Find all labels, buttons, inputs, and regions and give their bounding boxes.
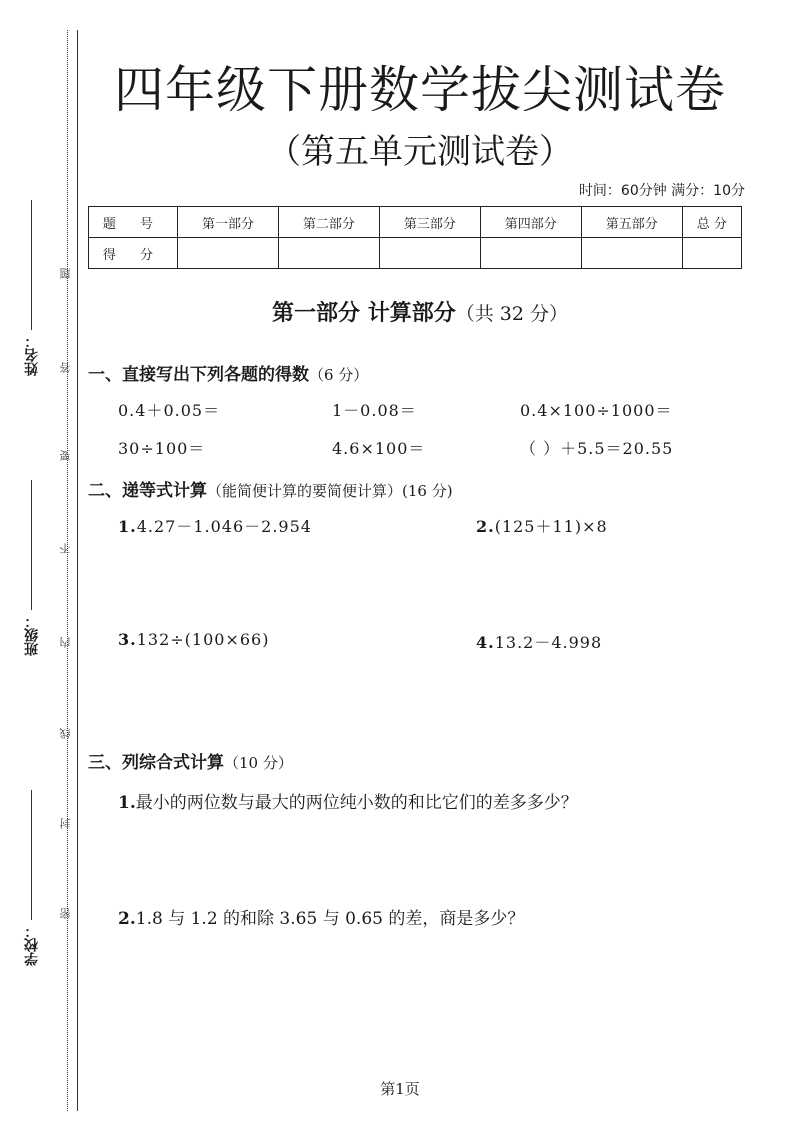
item-expr: 13.2－4.998 bbox=[494, 633, 603, 652]
problem-text: 最小的两位数与最大的两位纯小数的和比它们的差多多少？ bbox=[135, 793, 578, 813]
section-heading-text: 一、直接写出下列各题的得数 bbox=[88, 365, 309, 385]
table-cell: 第五部分 bbox=[581, 207, 682, 238]
problem-text: 1.8 与 1.2 的和除 3.65 与 0.65 的差，商是多少？ bbox=[135, 909, 525, 929]
table-cell: 第二部分 bbox=[278, 207, 379, 238]
section-heading bbox=[88, 360, 368, 385]
item-number: 1. bbox=[118, 793, 136, 813]
word-problem bbox=[118, 788, 578, 813]
seal-char: 封 bbox=[59, 818, 72, 829]
class-label: 班级： bbox=[24, 614, 40, 656]
score-input-cell[interactable] bbox=[178, 238, 279, 269]
calc-item: 0.4＋0.05＝ bbox=[118, 401, 221, 420]
item-number: 2. bbox=[476, 517, 495, 536]
seal-char: 线 bbox=[59, 728, 72, 739]
seal-char: 题 bbox=[59, 268, 72, 279]
section-heading-text: 三、列综合式计算 bbox=[88, 753, 224, 773]
calc-item: 4.6×100＝ bbox=[332, 439, 426, 458]
name-field[interactable] bbox=[22, 200, 42, 376]
item-expr: 132÷(100×66) bbox=[136, 630, 270, 649]
item-expr: (125＋11)×8 bbox=[494, 517, 608, 536]
calc-item bbox=[118, 514, 312, 537]
margin-dotted-line bbox=[67, 30, 68, 1111]
item-number: 1. bbox=[118, 517, 137, 536]
section-heading bbox=[88, 476, 453, 501]
section-points: （6 分） bbox=[309, 366, 369, 384]
page-number: 第1页 bbox=[380, 1080, 420, 1098]
score-input-cell[interactable] bbox=[480, 238, 581, 269]
table-cell: 第一部分 bbox=[178, 207, 279, 238]
calc-item bbox=[118, 630, 269, 649]
table-row bbox=[89, 238, 742, 269]
name-label: 姓名： bbox=[24, 334, 40, 376]
school-label: 学校： bbox=[24, 924, 40, 966]
item-expr: 4.27－1.046－2.954 bbox=[136, 517, 312, 536]
seal-char: 内 bbox=[59, 637, 72, 648]
score-input-cell[interactable] bbox=[278, 238, 379, 269]
seal-char: 要 bbox=[59, 450, 72, 461]
table-cell: 第三部分 bbox=[379, 207, 480, 238]
table-cell: 得 分 bbox=[89, 238, 178, 269]
score-input-cell[interactable] bbox=[581, 238, 682, 269]
table-cell: 题 号 bbox=[89, 207, 178, 238]
time-info: 时间：60分钟 满分：10分 bbox=[578, 183, 745, 199]
class-field[interactable] bbox=[22, 480, 42, 656]
part-title bbox=[80, 296, 760, 327]
item-number: 2. bbox=[118, 909, 136, 929]
calc-item: 1－0.08＝ bbox=[332, 401, 417, 420]
calc-item: 30÷100＝ bbox=[118, 439, 206, 458]
table-row bbox=[89, 207, 742, 238]
seal-char: 不 bbox=[59, 543, 72, 554]
score-input-cell[interactable] bbox=[379, 238, 480, 269]
part-title-text: 第一部分 计算部分 bbox=[272, 300, 456, 326]
margin-solid-line bbox=[77, 30, 78, 1111]
item-number: 4. bbox=[476, 633, 495, 652]
section-points: （10 分） bbox=[224, 754, 293, 772]
word-problem bbox=[118, 904, 524, 929]
calc-item bbox=[476, 630, 602, 653]
score-table bbox=[88, 206, 742, 269]
part-points: （共 32 分） bbox=[455, 303, 568, 325]
calc-item: （ ）＋5.5＝20.55 bbox=[520, 439, 674, 458]
score-input-cell[interactable] bbox=[682, 238, 741, 269]
page-subtitle: （第五单元测试卷） bbox=[267, 132, 573, 172]
section-points: （能简便计算的要简便计算）(16 分) bbox=[207, 482, 453, 500]
seal-char: 答 bbox=[59, 362, 72, 373]
table-cell: 第四部分 bbox=[480, 207, 581, 238]
calc-item: 0.4×100÷1000＝ bbox=[520, 401, 673, 420]
item-number: 3. bbox=[118, 630, 137, 649]
table-cell: 总 分 bbox=[682, 207, 741, 238]
seal-char: 密 bbox=[59, 908, 72, 919]
page-title: 四年级下册数学拔尖测试卷 bbox=[114, 61, 726, 119]
section-heading-text: 二、递等式计算 bbox=[88, 481, 207, 501]
section-heading bbox=[88, 748, 293, 773]
calc-item bbox=[476, 514, 608, 537]
school-field[interactable] bbox=[22, 790, 42, 966]
